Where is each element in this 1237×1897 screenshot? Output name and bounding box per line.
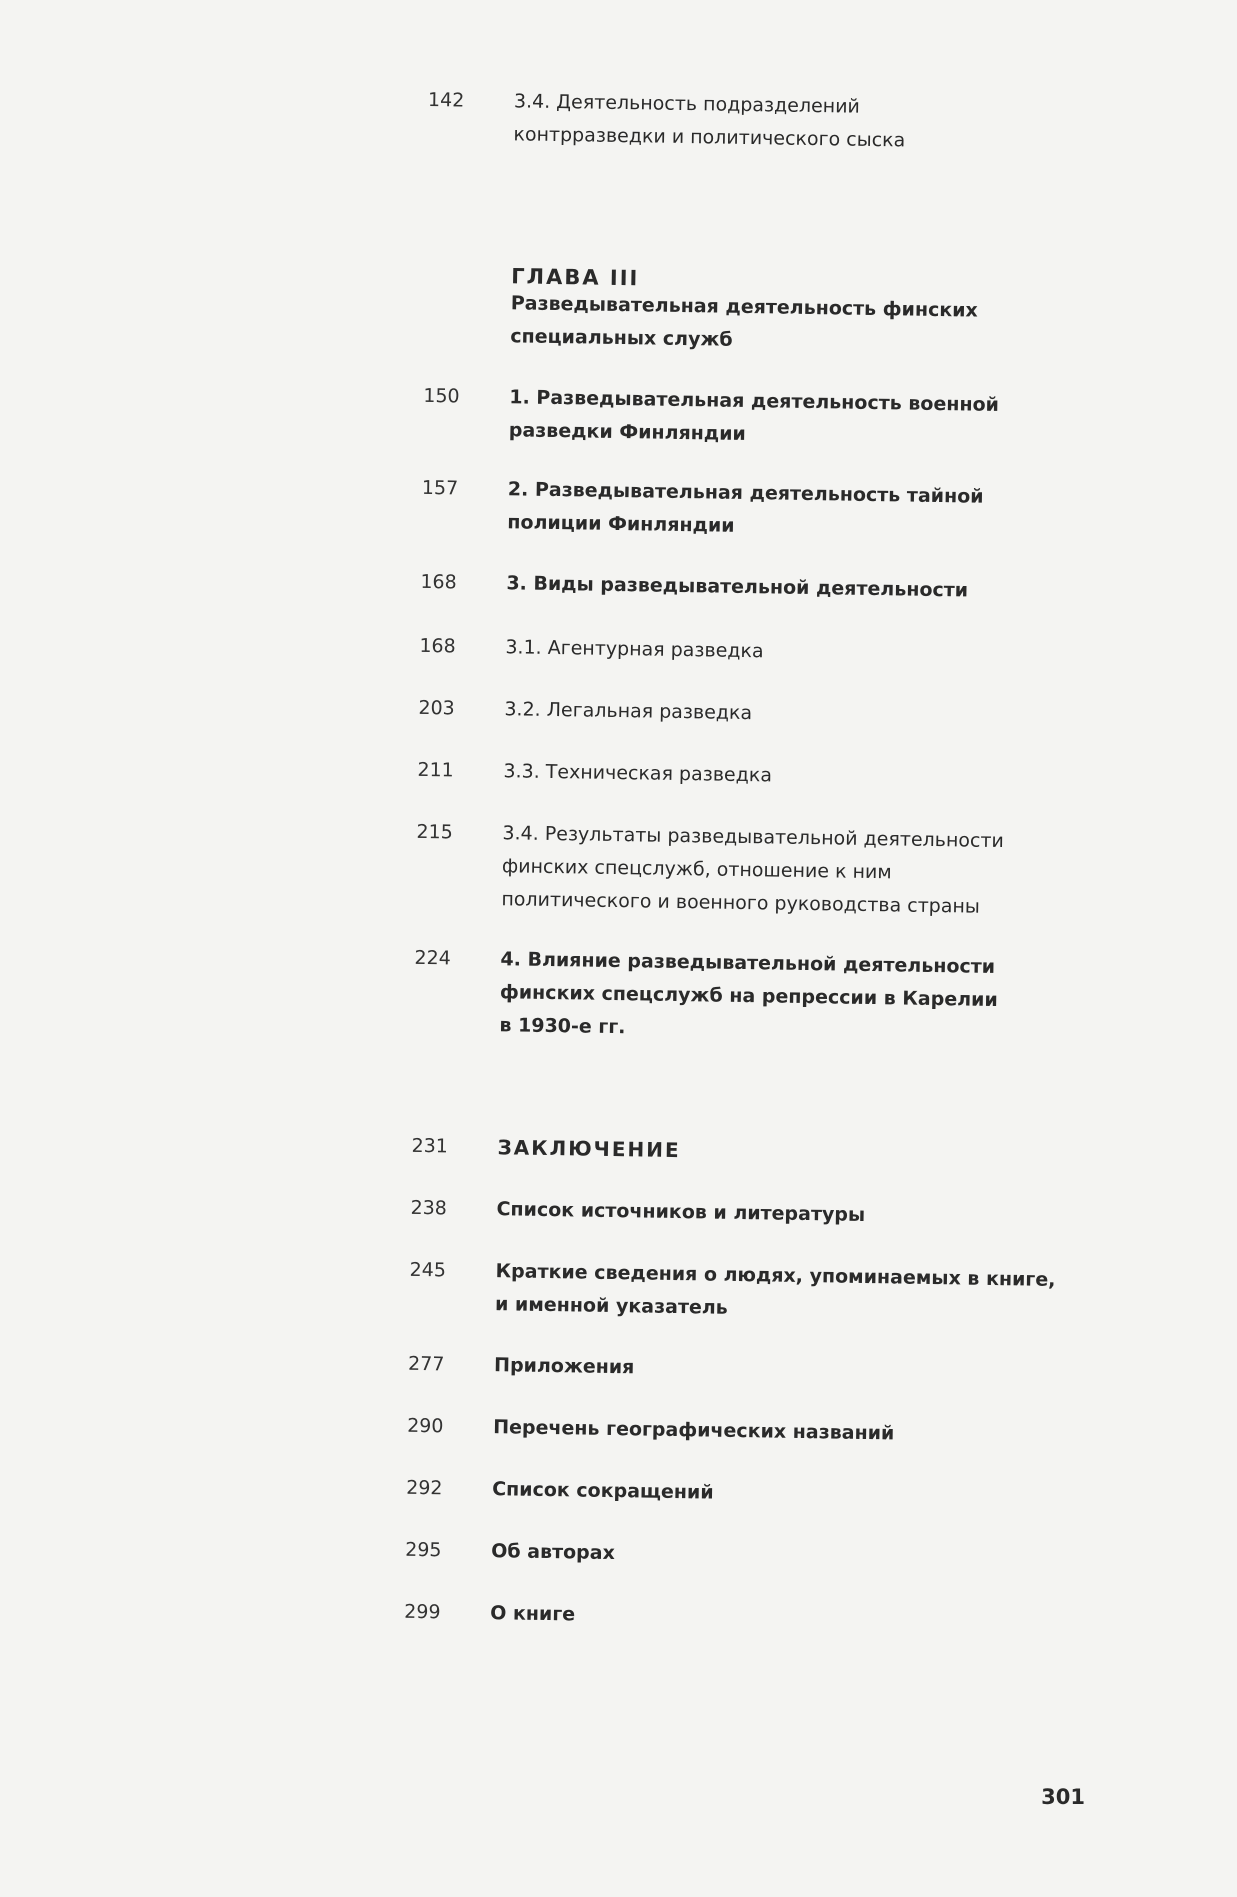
toc-entry-title: О книге — [490, 1602, 576, 1626]
toc-entry — [420, 566, 1140, 610]
toc-entry-title: ЗАКЛЮЧЕНИЕ — [497, 1135, 681, 1163]
toc-entry-title: 4. Влияние разведывательной деятельности финских спецслужб на репрессии в Карелии в 1930-е гг. — [499, 948, 998, 1039]
toc-entry-title: 3.1. Агентурная разведка — [505, 636, 764, 663]
toc-entry — [413, 942, 1134, 1052]
toc-entry-title: 3.4. Результаты разведывательной деятельности финских спецслужб, отношение к ним политического и военного руководства страны — [501, 822, 1005, 918]
toc-entry — [409, 1254, 1130, 1331]
toc-entry — [404, 1596, 1124, 1640]
toc-entry-title: Список сокращений — [492, 1478, 714, 1504]
toc-entry — [421, 472, 1142, 549]
toc-entry-page: 168 — [419, 634, 456, 658]
chapter-label: ГЛАВА III — [511, 264, 640, 291]
toc-entry-page: 211 — [417, 758, 454, 782]
toc-entry-page: 168 — [420, 570, 457, 594]
toc-entry-title: Список источников и литературы — [496, 1198, 866, 1226]
toc-entry-page: 231 — [411, 1134, 449, 1158]
toc-entry-page: 215 — [416, 820, 453, 844]
toc-entry-page: 142 — [427, 88, 465, 112]
toc-entry-title: 3.4. Деятельность подразделений контрразведки и политического сыска — [513, 90, 906, 152]
toc-entry — [423, 380, 1144, 457]
toc-entry — [408, 1348, 1128, 1392]
toc-entry-page: 224 — [414, 946, 451, 970]
toc-entry-page: 157 — [421, 476, 459, 500]
toc-entry — [418, 692, 1138, 736]
toc-entry-title: 2. Разведывательная деятельность тайной полиции Финляндии — [507, 478, 984, 537]
toc-entry — [411, 1130, 1131, 1174]
toc-entry-page: 245 — [409, 1258, 447, 1282]
toc-entry-title: 1. Разведывательная деятельность военной разведки Финляндии — [508, 386, 1000, 446]
chapter-title: Разведывательная деятельность финских специальных служб — [510, 292, 978, 351]
toc-entry — [410, 1192, 1130, 1236]
toc-entry — [427, 84, 1148, 161]
toc-entry-page: 292 — [406, 1476, 443, 1500]
toc-entry-title: 3.3. Техническая разведка — [503, 760, 773, 787]
toc-entry — [405, 1534, 1125, 1578]
toc-entry-title: 3. Виды разведывательной деятельности — [506, 572, 969, 602]
page-number: 301 — [1041, 1785, 1085, 1809]
toc-entry-title: Приложения — [493, 1354, 635, 1379]
toc-entry — [419, 630, 1139, 674]
toc-entry-page: 290 — [406, 1414, 444, 1438]
toc-entry-page: 299 — [404, 1600, 441, 1624]
toc-entry-page: 277 — [407, 1352, 445, 1376]
toc-entry-page: 150 — [423, 384, 460, 408]
toc-entry-page: 238 — [410, 1196, 448, 1220]
toc-entry-title: 3.2. Легальная разведка — [504, 698, 753, 725]
toc-entry — [415, 816, 1136, 926]
toc-entry — [407, 1410, 1127, 1454]
toc-entry-title: Краткие сведения о людях, упоминаемых в книге, и именной указатель — [494, 1260, 1056, 1319]
toc-entry-title: Об авторах — [491, 1540, 615, 1565]
toc-entry — [417, 754, 1137, 798]
toc-entry-page: 203 — [418, 696, 455, 720]
toc-entry-title: Перечень географических названий — [492, 1416, 895, 1445]
toc-entry — [406, 1472, 1126, 1516]
toc-entry-page: 295 — [405, 1538, 442, 1562]
